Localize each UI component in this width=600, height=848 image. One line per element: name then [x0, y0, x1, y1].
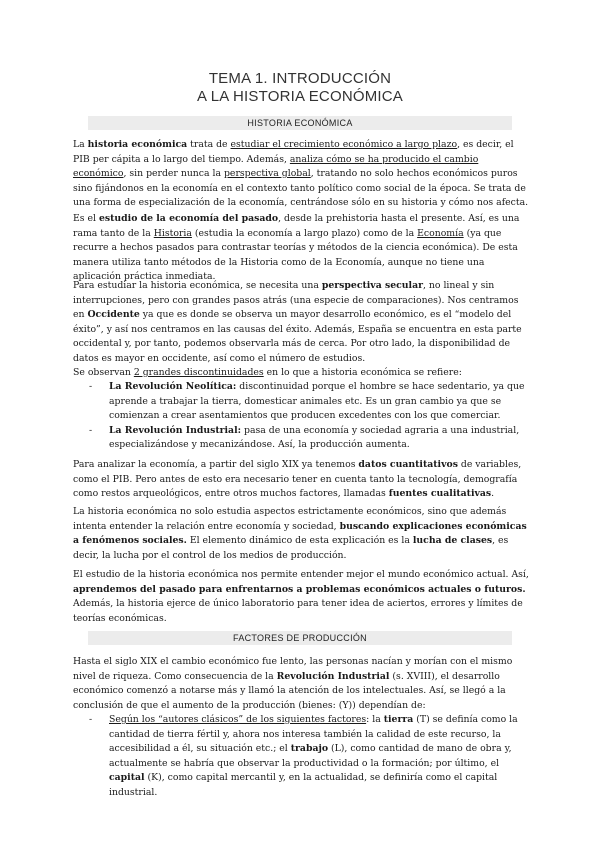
dash-bullet: -: [89, 714, 93, 725]
bold-term: aprendemos del pasado para enfrentarnos a problemas económicos actuales o futuros.: [73, 583, 526, 595]
underlined-phrase: Historia: [153, 227, 192, 239]
paragraph-quantitative-data: Para analizar la economía, a partir del siglo XIX ya tenemos datos cuantitativos de variables, como el PIB. Pero antes de esto era necesario tener en cuenta tanto la tecnología, demografía como restos arqueológicos, entre otros muchos factores, llamadas fuentes cualitativas.: [73, 459, 522, 500]
underlined-phrase: Según los “autores clásicos” de los siguientes factores: [109, 714, 367, 725]
list-item: - La Revolución Neolítica: discontinuidad porque el hombre se hace sedentario, ya que aprende a trabajar la tierra, domesticar animales etc. Es un gran cambio ya que se comienzan a crear asentamientos que producen excedentes con los que comerciar.: [89, 381, 525, 422]
bold-term: perspectiva secular: [321, 280, 423, 291]
factors-list: [73, 713, 529, 801]
paragraph-definition: La historia económica trata de estudiar el crecimiento económico a largo plazo, es decir, el PIB per cápita a lo largo del tiempo. Además, analiza cómo se ha producido el cambio económico, sin perder nunca la perspectiva global, tratando no solo hechos económicos puros sino fijándonos en la economía en el contexto tanto político como social de la época. Se trata de una forma de especialización de la economía, centrándose sólo en su historia y cómo nos afecta.: [73, 139, 529, 209]
underlined-phrase: perspectiva global: [223, 168, 311, 180]
section-header-historia-economica: HISTORIA ECONÓMICA: [88, 116, 512, 130]
dash-bullet: -: [89, 381, 93, 392]
section-header-factores-produccion: FACTORES DE PRODUCCIÓN: [88, 631, 512, 645]
paragraph-discontinuities: Se observan 2 grandes discontinuidades en lo que a historia económica se refiere:: [73, 367, 462, 378]
bold-term: estudio de la economía del pasado: [98, 213, 279, 224]
underlined-phrase: Economía: [417, 227, 464, 239]
paragraph-study-of-past: Es el estudio de la economía del pasado, desde la prehistoria hasta el presente. Así, es una rama tanto de la Historia (estudia la economía a largo plazo) como de la Economía (ya que recurre a hechos pasados para contrastar teorías y métodos de la ciencia económica). De esta manera utiliza tanto métodos de la Historia como de la Economía, aunque no tiene una aplicación práctica inmediata.: [73, 213, 520, 283]
bold-term: Occidente: [87, 309, 140, 321]
paragraph-economy-society: La historia económica no solo estudia aspectos estrictamente económicos, sino que además intenta entender la relación entre economía y sociedad, buscando explicaciones económicas a fenómenos sociales. El elemento dinámico de esta explicación es la lucha de clases, es decir, la lucha por el control de los medios de producción.: [73, 506, 527, 561]
paragraph-industrial-revolution: Hasta el siglo XIX el cambio económico fue lento, las personas nacían y morían con el mismo nivel de riqueza. Como consecuencia de la Revolución Industrial (s. XVIII), el desarrollo económico comenzó a notarse más y llamó la atención de los intelectuales. Así, se llegó a la conclusión de que el aumento de la producción (bienes: (Y)) dependían de:: [73, 656, 513, 711]
list-item: - La Revolución Industrial: pasa de una economía y sociedad agraria a una industrial, especializándose y mecanizándose. Así, la producción aumenta.: [89, 424, 520, 451]
page-title-line2: A LA HISTORIA ECONÓMICA: [196, 88, 404, 105]
bold-term: lucha de clases: [412, 535, 493, 547]
list-item: - Según los “autores clásicos” de los siguientes factores: la tierra (T) se definía como la cantidad de tierra fértil y, ahora nos interesa también la calidad de este recurso, la accesibilidad a él, su situación etc.; el trabajo (L), como cantidad de mano de obra y, actualmente se habría que observar la productividad o la formación; por último, el capital (K), como capital mercantil y, en la actualidad, se definiría como el capital industrial.: [89, 714, 518, 798]
bold-term: datos cuantitativos: [358, 459, 458, 470]
paragraph-secular-perspective: Para estudiar la historia económica, se necesita una perspectiva secular, no lineal y sin interrupciones, pero con grandes pasos atrás (una especie de comparaciones). Nos centramos en Occidente ya que es donde se observa un mayor desarrollo económico, es el “modelo del éxito”, y así nos centramos en las causas del éxito. Además, España se encuentra en esta parte occidental y, por tanto, podemos observarla más de cerca. Por otro lado, la disponibilidad de datos es mayor en occidente, así como el número de estudios.: [73, 280, 522, 364]
discontinuities-list: [73, 380, 529, 453]
underlined-phrase: estudiar el crecimiento económico a largo plazo: [230, 139, 458, 150]
dash-bullet: -: [89, 424, 93, 436]
bold-term: fuentes cualitativas: [388, 488, 492, 500]
bold-term: historia económica: [87, 139, 188, 150]
underlined-phrase: 2 grandes discontinuidades: [133, 367, 264, 378]
page-title-line1: TEMA 1. INTRODUCCIÓN: [208, 70, 392, 87]
underlined-phrase: analiza cómo se ha producido el cambio económico: [73, 153, 479, 180]
bold-term: Revolución Industrial: [276, 670, 390, 682]
bold-term: buscando explicaciones económicas a fenómenos sociales.: [73, 520, 527, 547]
paragraph-learn-from-past: El estudio de la historia económica nos permite entender mejor el mundo económico actual. Así, aprendemos del pasado para enfrentarnos a problemas económicos actuales o futuros. Además, la historia ejerce de único laboratorio para tener idea de aciertos, errores y límites de teorías económicas.: [73, 569, 529, 624]
